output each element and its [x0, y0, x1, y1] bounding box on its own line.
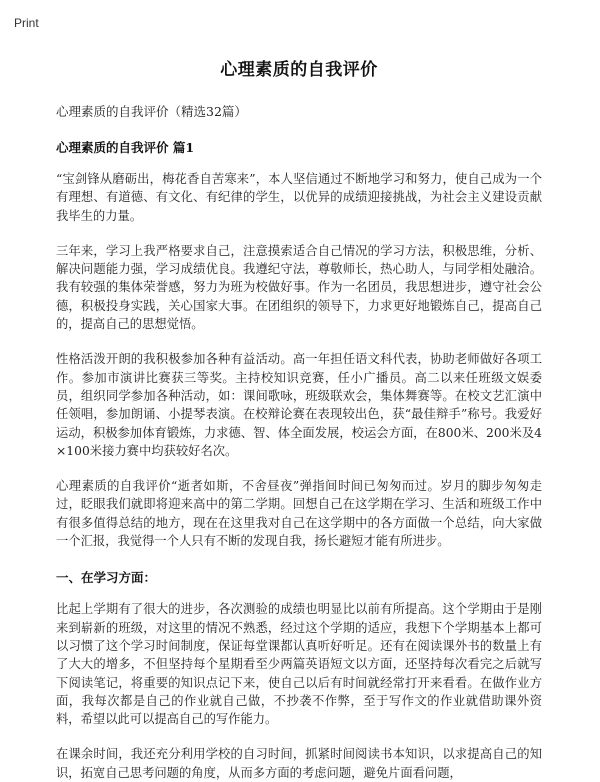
paragraph: 在课余时间，我还充分利用学校的自习时间，抓紧时间阅读书本知识，以求提高自己的知识，拓宽自己思考问题的角度，从而多方面的考虑问题，避免片面看问题， — [56, 747, 542, 780]
section-heading: 一、在学习方面： — [56, 570, 157, 586]
paragraph: 性格活泼开朗的我积极参加各种有益活动。高一年担任语文科代表，协助老师做好各项工作。参加市演讲比赛获三等奖。主持校知识竞赛，任小广播员。高二以来任班级文娱委员，组织同学参加各种活动，如：课间歌咏，班级联欢会，集体舞赛等。在校文艺汇演中任领唱，参加朗诵、小提琴表演。在校辩论赛在表现较出色，获“最佳辩手”称号。我爱好运动，积极参加体育锻炼，力求德、智、体全面发展，校运会方面，在800米、200米及4×100米接力赛中均获较好名次。 — [56, 352, 542, 458]
page-title: 心理素质的自我评价 — [220, 60, 378, 80]
print-link[interactable]: Print — [14, 16, 39, 30]
paragraph: 心理素质的自我评价“逝者如斯，不舍昼夜”弹指间时间已匆匆而过。岁月的脚步匆匆走过，眨眼我们就即将迎来高中的第二学期。回想自己在这学期在学习、生活和班级工作中有很多值得总结的地方，现在在这里我对自己在这学期中的各方面做一个总结，向大家做一个汇报，我觉得一个人只有不断的发现自我，扬长避短才能有所进步。 — [56, 479, 542, 549]
paragraph: “宝剑锋从磨砺出，梅花香自苦寒来”，本人坚信通过不断地学习和努力，使自己成为一个有理想、有道德、有文化、有纪律的学生，以优异的成绩迎接挑战，为社会主义建设贡献我毕生的力量。 — [56, 172, 542, 223]
article-heading: 心理素质的自我评价 篇1 — [56, 140, 195, 155]
paragraph: 三年来，学习上我严格要求自己，注意摸索适合自己情况的学习方法，积极思维，分析、解决问题能力强，学习成绩优良。我遵纪守法，尊敬师长，热心助人，与同学相处融洽。我有较强的集体荣誉感，努力为班为校做好事。作为一名团员，我思想进步，遵守社会公德，积极投身实践，关心国家大事。在团组织的领导下，力求更好地锻炼自己，提高自己的，提高自己的思想觉悟。 — [56, 243, 542, 332]
paragraph: 比起上学期有了很大的进步，各次测验的成绩也明显比以前有所提高。这个学期由于是刚来到崭新的班级，对这里的情况不熟悉，经过这个学期的适应，我想下个学期基本上都可以习惯了这个学习时间制度，保证每堂课都认真听好听足。还有在阅读课外书的数量上有了大大的增多，不但坚持每个星期看至少两篇英语短文以方面，还坚持每次看完之后就写下阅读笔记，将重要的知识点记下来，使自己以后有时间就经常打开来看看。在做作业方面，我每次都是自己的作业就自己做，不抄袭不作弊，至于写作文的作业就借助课外资料，希望以此可以提高自己的写作能力。 — [56, 602, 542, 727]
document-subtitle: 心理素质的自我评价（精选32篇） — [56, 104, 247, 119]
